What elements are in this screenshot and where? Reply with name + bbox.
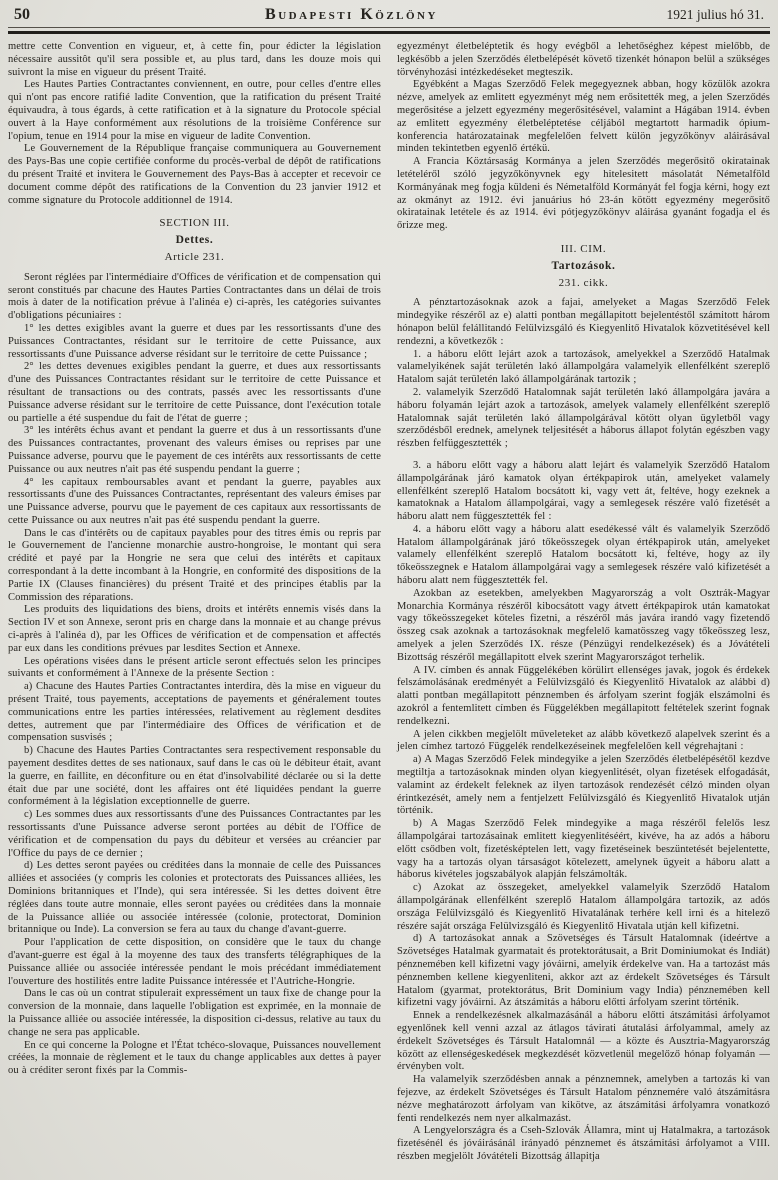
- paragraph: Egyébként a Magas Szerződő Felek megegyeznek abban, hogy közülök azokra nézve, amelyek az emlitett egyezményt még nem erősitették meg, a jelen Szerződés megerősitése a jelzett egyezmény megerősitésével, valamint a Hágában 1914. évben az emlitett egyezmény életbeléptetése céljából megtartott harmadik ópium-konferencia határozatainak megfelelően felvett külön jegyzőkönyv aláirásával minden tekintetben egyenlő értékü.: [397, 79, 770, 155]
- paragraph: Seront réglées par l'intermédiaire d'Offices de vérification et de compensation qui seront constitués par chacune des Hautes Parties Contractantes dans un délai de trois mois à dater de la notification prévue à l'alinéa e) ci-après, les catégories suivantes d'obligations pécuniaires :: [8, 271, 381, 322]
- heading: 231. cikk.: [558, 276, 609, 289]
- right-column-hungarian: [397, 41, 770, 1164]
- paragraph: 4. a háboru előtt vagy a háboru alatt esedékessé vált és valamelyik Szerződő Hatalom állampolgárának járó tőkeösszegek olyan értékpapirok után, amelyeket valamely ellenfélként szereplő Hatalom bocsátott ki, feltéve, hogy az ily tőkeösszegnek e Hatalom állampolgárai vagy a semlegesek részére való kifizetését a háboru alatt nem függesztették fel.: [397, 523, 770, 587]
- paragraph: Les Hautes Parties Contractantes conviennent, en outre, pour celles d'entre elles qui n'ont pas encore ratifié ladite Convention, que la ratification du présent Traité équivaudra, à tous égards, à cette ratification et à la signature du Protocole spécial ouvert à la Haye conformément aux résolutions de la troisième Conférence sur l'opium, tenue en 1914 pour la mise en vigueur de ladite Convention.: [8, 79, 381, 142]
- paragraph: Ha valamelyik szerződésben annak a pénznemnek, amelyben a tartozás ki van fejezve, az érdekelt Szövetséges és Társult Hatalom pénznemére való átszámitásra nézve meghatározott árfolyam van kikötve, az átszámitási árfolyamra vonatkozó fenti rendelkezés nem nyer alkalmazást.: [397, 1074, 770, 1124]
- masthead-title: Budapesti Közlöny: [265, 6, 438, 23]
- paragraph: A jelen cikkben megjelölt műveleteket az alább következő alapelvek szerint és a jelen címhez tartozó Függelék rendelkezéseinek megfelelően kell végrehajtani :: [397, 728, 770, 753]
- paragraph: 4° les capitaux remboursables avant et pendant la guerre, payables aux ressortissants d'une des Puissances Contractantes, représentant des valeurs émises par une Puissance adverse, pourvu que le payement de ces capitaux aux ressortissants de cette Puissance ou aux neutres n'ait pas été suspendu pendant la guerre.: [8, 476, 381, 526]
- page-header: [8, 4, 770, 28]
- paragraph: d) A tartozásokat annak a Szövetséges és Társult Hatalomnak (ideértve a Szövetséges Hatalmak gyarmatait és protektorátusait, a Brit Dominiumokat és Indiát) pénznemében kell kifizetni vagy jóváirni, amelyik érdekelve van. Ha a tartozást más pénznemben kellene kiegyenliteni, akkor azt az érdekelt Szövetséges és Társult Hatalom (gyarmat, protektorátus, Brit Dominium vagy India) pénznemében kell kifizetni vagy jóváirni. Az átszámitás a háboru előtti árfolyam szerint történik.: [397, 933, 770, 1009]
- paragraph: a) Chacune des Hautes Parties Contractantes interdira, dès la mise en vigueur du présent Traité, tous payements, acceptations de payements et généralement toutes communications entre les parties intéressées, relativement au règlement desdites dettes, autrement que par l'intermédiaire des Offices de vérification et de compensation susvisés ;: [8, 681, 381, 744]
- header-rule: [8, 31, 770, 34]
- paragraph: c) Azokat az összegeket, amelyekkel valamelyik Szerződő Hatalom állampolgárának ellenfélként szereplő Hatalom állampolgára tartozik, az adós országa Felülvizsgáló és Kiegyenlitő Hivatalának terhére kell irni és a hitelező részére saját országa Felülvizsgáló és Kiegyenlitő Hivatala utján kell kifizetni.: [397, 882, 770, 932]
- paragraph: b) A Magas Szerződő Felek mindegyike a maga részéről felelős lesz állampolgárai tartozásainak emlitett kiegyenlitéséért, kivéve, ha az adós a háboru előtt csődben volt, fizetésképtelen lett, vagy fizetéseinek beszüntetését bejelentette, vagy ha a tartozás olyan társaságot kötelezett, amelynek ügyeit a háboru alatt a háborus kivételes jogszabályok alapján felszámolták.: [397, 818, 770, 881]
- paragraph: Ennek a rendelkezésnek alkalmazásánál a háboru előtti átszámitási árfolyamot egyenlőnek kell venni azzal az átlagos távirati átutalási árfolyammal, amely az érdekelt Szövetséges és Társult Hatalomnál — a közte és Ausztria-Magyarország között az ellenségeskedések megkezdését közvetlenül megelőző hónap folyamán — érvényben volt.: [397, 1010, 770, 1073]
- paragraph: 3° les intérêts échus avant et pendant la guerre et dus à un ressortissants d'une des Puissances contractantes, provenant des valeurs émises ou reprises par une Puissance adverse, pourvu que le payement de ces intérêts aux ressortissants de cette Puissance ou aux neutres n'ait pas été suspendu pendant la guerre ;: [8, 425, 381, 475]
- paragraph: Azokban az esetekben, amelyekben Magyarország a volt Osztrák-Magyar Monarchia Kormánya részéről kibocsátott vagy átvett értékpapirok után kamatokat vagy tőkeösszegeket köteles fizetni, a részéről más javára irandó vagy fizetendő összeg csak azoknak a tartozásoknak megfelelő kamatösszeg vagy tőkeösszeg lesz, amelyek a jelen Szerződés IX. része (Pénzügyi rendelkezések) és a Jóvátételi Bizottság részéről megállapitott elvek szerint Magyarországot terhelik.: [397, 587, 770, 663]
- paragraph: Les produits des liquidations des biens, droits et intérêts ennemis visés dans la Section IV et son Annexe, seront pris en charge dans la monnaie et au change prévus ci-après à l'alinéa d), par les Offices de vérification et de compensation et affectés par eux dans les conditions prévues par lesdites Section et Annexe.: [8, 604, 381, 654]
- paragraph: A Francia Köztársaság Kormánya a jelen Szerződés megerősitő okiratainak letételéről szóló jegyzőkönyvnek egy hitelesitett másolatát Németalföld Kormányának meg fogja küldeni és Németalföld Kormányát fel fogja kérni, hogy ezt az okmányt az 1912. évi januárius hó 23-án kötött egyezmény megerősitő okiratainak letétele és az 1914. évi pótjegyzőkönyv aláirása gyanánt fogadja el és őrizze meg.: [397, 156, 770, 232]
- issue-date: 1921 julius hó 31.: [666, 7, 764, 22]
- paragraph: b) Chacune des Hautes Parties Contractantes sera respectivement responsable du payement desdites dettes de ses nationaux, sauf dans le cas où le débiteur était, avant la guerre, en faillite, en déconfiture ou en état d'insolvabilité déclarée ou si la dette était due par une société, dont les affaires ont été liquidées pendant la guerre conformément à la législation exceptionnelle de guerre.: [8, 745, 381, 808]
- paragraph: A Lengyelországra és a Cseh-Szlovák Államra, mint uj Hatalmakra, a tartozások fizetésénél és jóváirásánál irányadó pénznemet és átszámitási árfolyamot a VIII. részben megjelölt Jóvátételi Bizottság állapitja: [397, 1125, 770, 1162]
- heading: III. CIM.: [560, 242, 607, 255]
- page-number: 50: [14, 6, 30, 23]
- paragraph: egyezményt életbeléptetik és hogy evégből a lehetőséghez képest mielőbb, de legkésőbb a jelen Szerződés életbelépését követő tizenkét hónapon belül a szükséges törvényhozási intézkedéseket megteszik.: [397, 41, 770, 78]
- heading: Dettes.: [175, 234, 214, 247]
- paragraph: d) Les dettes seront payées ou créditées dans la monnaie de celle des Puissances alliées et associées (y compris les colonies et protectorats des Puissances alliées, les Dominions britanniques et l'Inde), qui sera intéressée. Si les dettes doivent être réglées dans toute autre monnaie, elles seront payées ou créditées dans la monnaie de la Puissance alliée ou associée intéressée (colonie, protectorat, Dominion britannique ou Inde). La conversion se fera au taux du change d'avant-guerre.: [8, 860, 381, 936]
- article-body: [8, 41, 770, 1164]
- paragraph: 1. a háboru előtt lejárt azok a tartozások, amelyekkel a Szerződő Hatalmak valamelyikének saját területén lakó állampolgára valamelyik ellenfélként szereplő Hatalom saját területén lakó állampolgárának tartozik ;: [397, 348, 770, 386]
- heading: SECTION III.: [159, 217, 230, 230]
- paragraph: A pénztartozásoknak azok a fajai, amelyeket a Magas Szerződő Felek mindegyike részéről az e) alatti pontban megállapitott bejelentéstől számitott három hónapon belül felállitandó Felülvizsgáló és Kiegyenlitő Hivatalok közvetitésével kell rendezni, a következők :: [397, 297, 770, 347]
- paragraph: 2. valamelyik Szerződő Hatalomnak saját területén lakó állampolgára javára a háboru folyamán lejárt azok a tartozások, amelyek valamely ellenfélként szereplő Hatalomnak saját területén lakó állampolgárával kötött olyan ügyletből vagy szerződésből erednek, amelynek teljesitését a háborus állapot folytán egészben vagy részben felfüggesztették ;: [397, 386, 770, 450]
- paragraph: 1° les dettes exigibles avant la guerre et dues par les ressortissants d'une des Puissances Contractantes, résidant sur le territoire de cette Puissance, aux ressortissants d'une Puissance adverse résidant sur le territoire de cette Puissance ;: [8, 322, 381, 360]
- paragraph: Le Gouvernement de la République française communiquera au Gouvernement des Pays-Bas une copie certifiée conforme du procès-verbal de dépôt de ratifications du présent Traité et invitera le Gouvernement des Pays-Bas à accepter et recevoir ce document comme dépôt des ratifications de la Convention du 23 janvier 1912 et comme signature du Protocole additionnel de 1914.: [8, 143, 381, 206]
- paragraph: mettre cette Convention en vigueur, et, à cette fin, pour édicter la législation nécessaire aussitôt qu'il sera possible et, au plus tard, dans les douze mois qui suivront la mise en vigueur du présent Traité.: [8, 41, 381, 78]
- paragraph: Dans le cas d'intérêts ou de capitaux payables pour des titres émis ou repris par le Gouvernement de l'ancienne monarchie austro-hongroise, le montant qui sera crédité et payé par la Hongrie ne sera que celui des intérêts et capitaux correspondant à la dette incombant à la Hongrie, en conformité des dispositions de la Partie IX (Clauses financières) du présent Traité et des principes établis par la Commission des réparations.: [8, 527, 381, 603]
- paragraph: c) Les sommes dues aux ressortissants d'une des Puissances Contractantes par les ressortissants d'une Puissance adverse seront portées au débit de l'Office de vérification et de compensation du pays du débiteur et versées au créancier par l'Office du pays de ce dernier ;: [8, 809, 381, 859]
- paragraph: 2° les dettes devenues exigibles pendant la guerre, et dues aux ressortissants d'une des Puissances Contractantes résidant sur le territoire de cette Puissance et résultant de transactions ou des contrats, passés avec les ressortissants d'une Puissance adverse résidant sur le territoire de cette Puissance, dont l'exécution totale ou partielle a été suspendue du fait de l'état de guerre ;: [8, 361, 381, 424]
- paragraph: Pour l'application de cette disposition, on considère que le taux du change d'avant-guerre est égal à la moyenne des taux des transferts télégraphiques de la Puissance alliée ou associée intéressée pendant le mois précédant immédiatement l'ouverture des hostilités entre ladite Puissance intéressée et l'Autriche-Hongrie.: [8, 937, 381, 987]
- paragraph: Dans le cas où un contrat stipulerait expressément un taux fixe de change pour la conversion de la monnaie, dans laquelle l'obligation est exprimée, en la monnaie de la Puissance alliée ou associée intéressée, la disposition ci-dessus, relative au taux du change ne sera pas applicable.: [8, 988, 381, 1038]
- paragraph: 3. a háboru előtt vagy a háboru alatt lejárt és valamelyik Szerződő Hatalom állampolgárának járó kamatok olyan értékpapirok után, amelyeket valamely ellenfélként szereplő Hatalom bocsátott ki, vagy vett át, feltéve, hogy ezeknek a kamatoknak a Hatalom állampolgárai, vagy a semlegesek részére való fizetését a háboru alatt nem függesztették fel :: [397, 459, 770, 523]
- paragraph: A IV. címben és annak Függelékében körülirt ellenséges javak, jogok és érdekek felszámolásának eredményét a Felülvizsgáló és Kiegyenlitő Hivatalok az alábbi d) alatti pontban megállapitott pénznemben és árfolyam szerint fogják elszámolni és azokról a fentemlitett címben és Függelékben megállapitott feltételek szerint fognak rendelkezni.: [397, 664, 770, 727]
- paragraph: a) A Magas Szerződő Felek mindegyike a jelen Szerződés életbelépésétől kezdve megtiltja a tartozásoknak minden olyan kiegyenlitését, olyan fizetések elfogadását, valamint az érdekelt feleknek az ilyen tartozások rendezését célzó minden olyan érintkezését, amely nem a fentjelzett Felülvizsgáló és Kiegyenlitő Hivatalok utján történik.: [397, 754, 770, 817]
- left-column-french: [8, 41, 381, 1164]
- paragraph: En ce qui concerne la Pologne et l'État tchéco-slovaque, Puissances nouvellement créées, la monnaie de règlement et le taux du change applicables aux dettes à payer ou à créditer seront fixés par la Commis-: [8, 1039, 381, 1077]
- heading: Tartozások.: [551, 259, 616, 272]
- paragraph: Les opérations visées dans le présent article seront effectués selon les principes suivants et conformément à l'Annexe de la présente Section :: [8, 655, 381, 680]
- heading: Article 231.: [164, 250, 225, 263]
